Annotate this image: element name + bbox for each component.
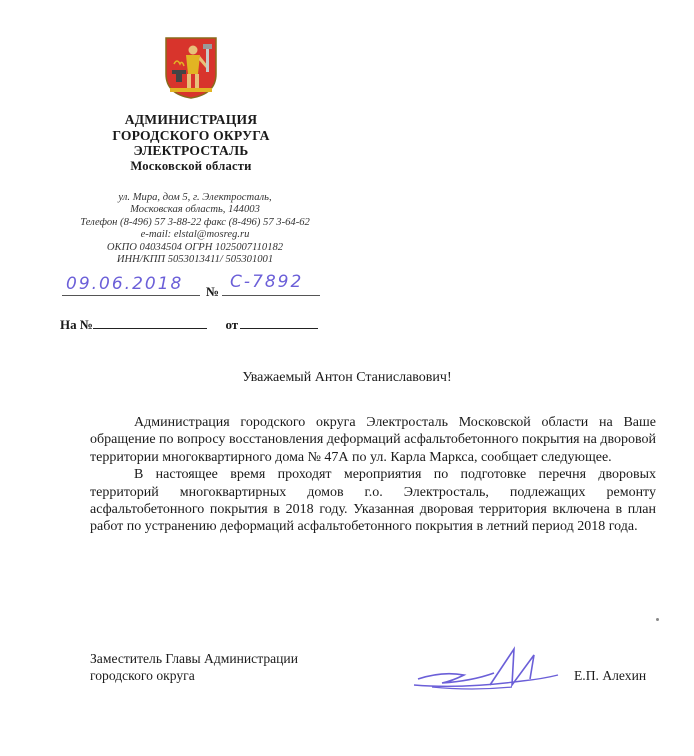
address-street: ул. Мира, дом 5, г. Электросталь, [118, 192, 272, 203]
header-line-1: АДМИНИСТРАЦИЯ [124, 112, 258, 127]
registration-date-line [62, 295, 200, 296]
registration-number-line [222, 295, 320, 296]
reference-ot-label: от [225, 317, 239, 332]
signatory-title [90, 650, 298, 685]
letter-body [90, 414, 656, 536]
signatory-name: Е.П. Алехин [574, 668, 647, 683]
greeting: Уважаемый Антон Станиславович! [242, 370, 452, 385]
coat-of-arms-icon [164, 36, 218, 100]
address-block [50, 192, 340, 266]
reference-date-blank [240, 316, 318, 329]
registration-number-sign: № [206, 284, 220, 299]
reference-number-blank [93, 316, 207, 329]
header-line-3: ЭЛЕКТРОСТАЛЬ [133, 143, 249, 158]
body-paragraph-2: В настоящее время проходят мероприятия по подготовке перечня дворовых территорий многоквартирных домов г.о. Электросталь, подлежащих ремонту асфальтобетонного покрытия в 2018 году. Указанная дворовая территория включена в план работ по устранению деформаций асфальтобетонного покрытия в летний период 2018 года. [90, 467, 656, 535]
registration-number: С-7892 [230, 272, 304, 292]
signatory-title-line-2: городского округа [90, 668, 195, 684]
address-okpo: ОКПО 04034504 ОГРН 1025007110182 [106, 241, 284, 253]
signatory-title-line-1: Заместитель Главы Администрации [90, 651, 298, 666]
address-city: Московская область, 144003 [130, 204, 260, 216]
header-line-2: ГОРОДСКОГО ОКРУГА [112, 127, 270, 143]
address-inn: ИНН/КПП 5053013411/ 505301001 [116, 254, 274, 266]
reference-na-label: На № [60, 317, 93, 332]
handwritten-signature [412, 645, 562, 695]
margin-dot [656, 618, 659, 621]
body-paragraph-1: Администрация городского округа Электросталь Московской области на Ваше обращение по вопросу восстановления деформаций асфальтобетонного покрытия на дворовой территории многоквартирного дома № 47А по ул. Карла Маркса, сообщает следующее. [90, 415, 656, 465]
address-phone: Телефон (8-496) 57 3-88-22 факс (8-496) 57 3-64-62 [80, 216, 310, 228]
registration-date: 09.06.2018 [66, 274, 184, 294]
header-region: Московской области [130, 158, 252, 173]
address-email: e-mail: elstal@mosreg.ru [140, 229, 250, 241]
reference-row [60, 316, 318, 333]
organization-header [96, 112, 286, 174]
